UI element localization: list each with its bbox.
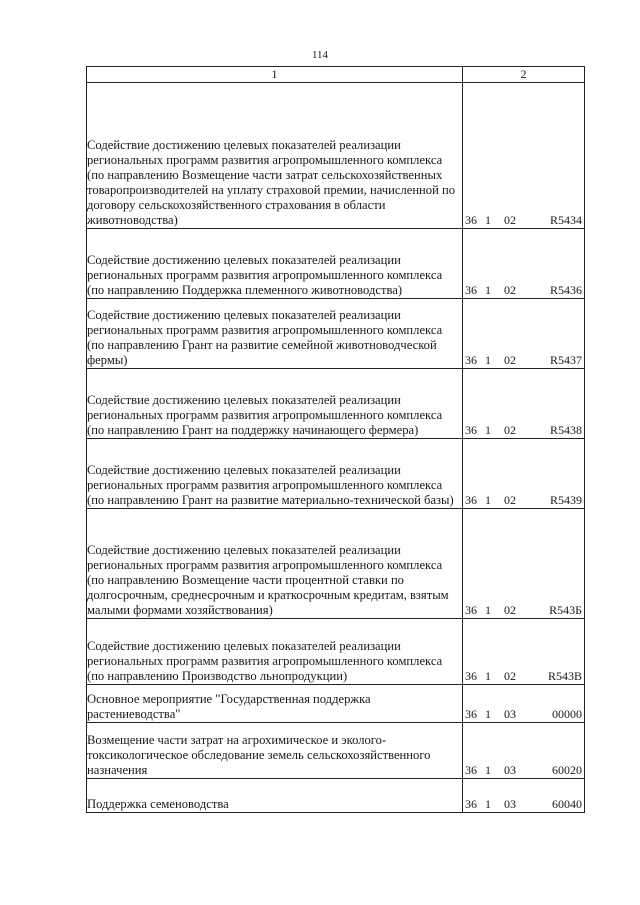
row-name: Содействие достижению целевых показателей реализации региональных программ развития агропромышленного комплекса (по направлению Грант на развитие материально-технической базы) <box>87 439 463 509</box>
code-direction: 60020 <box>552 763 582 777</box>
code-event: 02 <box>504 493 516 507</box>
code-subprogram: 1 <box>485 797 491 811</box>
code-event: 03 <box>504 707 516 721</box>
table-row <box>87 619 585 685</box>
code-direction: R5437 <box>549 353 582 367</box>
page-number: 114 <box>311 49 329 61</box>
code-subprogram: 1 <box>485 213 491 227</box>
code-direction: R5434 <box>549 213 582 227</box>
row-codes <box>463 299 585 369</box>
code-subprogram: 1 <box>485 493 491 507</box>
code-event: 02 <box>504 423 516 437</box>
row-codes <box>463 509 585 619</box>
row-name: Содействие достижению целевых показателей реализации региональных программ развития агропромышленного комплекса (по направлению Возмещение части затрат сельскохозяйственных товаропроизводителей на уплату страховой премии, начисленной по договору сельскохозяйственного страхования в области животноводства) <box>87 83 463 229</box>
code-program: 36 <box>465 707 477 721</box>
code-event: 02 <box>504 669 516 683</box>
row-codes <box>463 229 585 299</box>
row-name: Содействие достижению целевых показателей реализации региональных программ развития агропромышленного комплекса (по направлению Поддержка племенного животноводства) <box>87 229 463 299</box>
code-event: 03 <box>504 763 516 777</box>
code-direction: 00000 <box>552 707 582 721</box>
row-codes <box>463 723 585 779</box>
row-name: Основное мероприятие "Государственная поддержка растениеводства" <box>87 685 463 723</box>
row-name: Содействие достижению целевых показателей реализации региональных программ развития агропромышленного комплекса (по направлению Грант на поддержку начинающего фермера) <box>87 369 463 439</box>
code-subprogram: 1 <box>485 763 491 777</box>
code-event: 03 <box>504 797 516 811</box>
row-codes <box>463 83 585 229</box>
code-subprogram: 1 <box>485 707 491 721</box>
code-subprogram: 1 <box>485 669 491 683</box>
row-codes <box>463 439 585 509</box>
code-subprogram: 1 <box>485 283 491 297</box>
row-name: Содействие достижению целевых показателей реализации региональных программ развития агропромышленного комплекса (по направлению Производство льнопродукции) <box>87 619 463 685</box>
table-row <box>87 83 585 229</box>
row-name: Поддержка семеноводства <box>87 779 463 813</box>
table-row <box>87 509 585 619</box>
code-program: 36 <box>465 797 477 811</box>
code-program: 36 <box>465 603 477 617</box>
code-program: 36 <box>465 423 477 437</box>
code-program: 36 <box>465 283 477 297</box>
table-row <box>87 369 585 439</box>
table-row <box>87 685 585 723</box>
row-name: Содействие достижению целевых показателей реализации региональных программ развития агропромышленного комплекса (по направлению Грант на развитие семейной животноводческой фермы) <box>87 299 463 369</box>
code-subprogram: 1 <box>485 353 491 367</box>
table-header-row <box>87 67 585 83</box>
code-subprogram: 1 <box>485 603 491 617</box>
row-name: Содействие достижению целевых показателей реализации региональных программ развития агропромышленного комплекса (по направлению Возмещение части процентной ставки по долгосрочным, среднесрочным и краткосрочным кредитам, взятым малыми формами хозяйствования) <box>87 509 463 619</box>
code-direction: 60040 <box>552 797 582 811</box>
code-direction: R5438 <box>549 423 582 437</box>
code-direction: R543В <box>547 669 582 683</box>
row-codes <box>463 369 585 439</box>
code-direction: R5436 <box>549 283 582 297</box>
row-codes <box>463 779 585 813</box>
code-event: 02 <box>504 213 516 227</box>
code-program: 36 <box>465 213 477 227</box>
code-program: 36 <box>465 669 477 683</box>
row-name: Возмещение части затрат на агрохимическое и эколого-токсикологическое обследование земель сельскохозяйственного назначения <box>87 723 463 779</box>
code-subprogram: 1 <box>485 423 491 437</box>
budget-table <box>86 66 585 813</box>
header-col-1: 1 <box>87 67 463 83</box>
code-program: 36 <box>465 763 477 777</box>
row-codes <box>463 685 585 723</box>
table-row <box>87 723 585 779</box>
code-event: 02 <box>504 283 516 297</box>
code-program: 36 <box>465 493 477 507</box>
table-row <box>87 439 585 509</box>
table-row <box>87 779 585 813</box>
row-codes <box>463 619 585 685</box>
code-direction: R543Б <box>549 603 582 617</box>
code-event: 02 <box>504 603 516 617</box>
code-direction: R5439 <box>549 493 582 507</box>
code-program: 36 <box>465 353 477 367</box>
table-row <box>87 229 585 299</box>
header-col-2: 2 <box>463 67 585 83</box>
table-row <box>87 299 585 369</box>
code-event: 02 <box>504 353 516 367</box>
